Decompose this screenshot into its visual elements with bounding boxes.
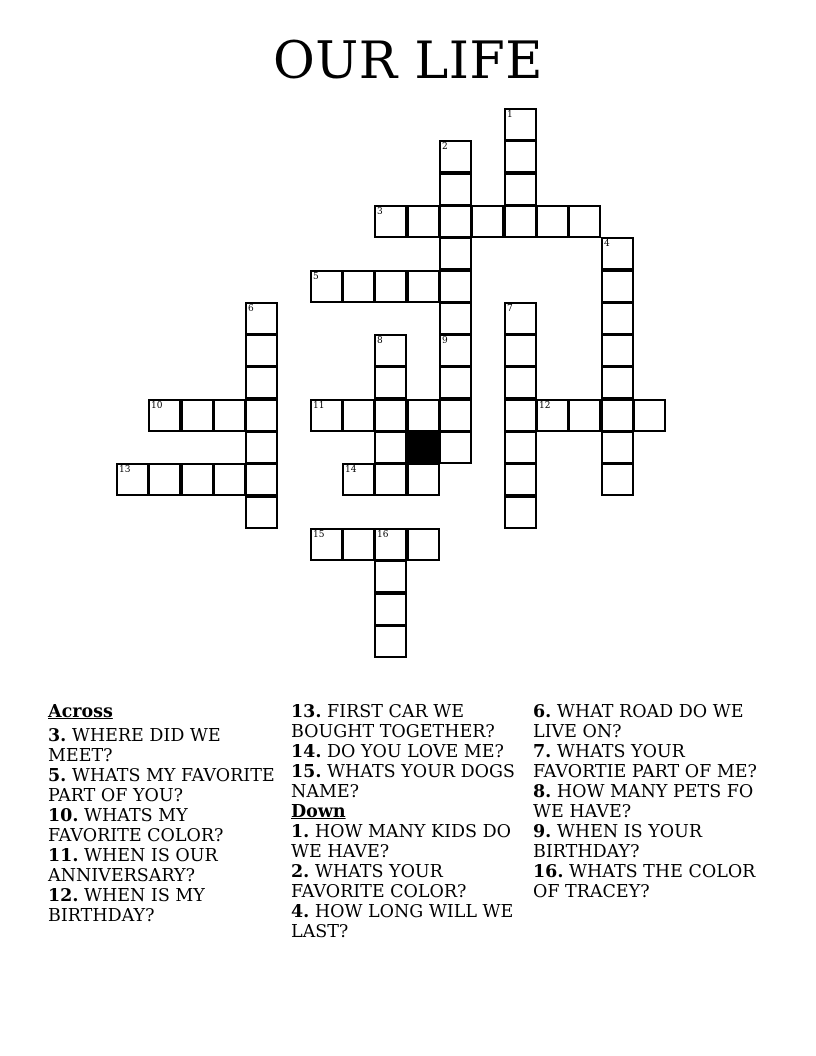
clue-item — [291, 762, 527, 802]
crossword-cell[interactable] — [245, 302, 278, 335]
cell-number: 6 — [248, 304, 254, 314]
crossword-cell[interactable] — [439, 205, 472, 238]
crossword-cell[interactable] — [374, 625, 407, 658]
crossword-cell[interactable] — [213, 463, 246, 496]
clue-item — [533, 862, 769, 902]
clue-item — [291, 822, 527, 862]
cell-number: 12 — [539, 401, 551, 411]
crossword-cell[interactable] — [504, 334, 537, 367]
clue-column-3 — [533, 702, 769, 902]
crossword-cell[interactable] — [245, 496, 278, 529]
clue-number: 8. — [533, 782, 552, 802]
cell-number: 8 — [377, 336, 383, 346]
crossword-cell[interactable] — [148, 399, 181, 432]
crossword-cell[interactable] — [439, 302, 472, 335]
crossword-cell[interactable] — [213, 399, 246, 432]
crossword-cell[interactable] — [504, 463, 537, 496]
crossword-cell[interactable] — [439, 270, 472, 303]
crossword-cell[interactable] — [568, 399, 601, 432]
cell-number: 1 — [507, 110, 513, 120]
clue-column-2 — [291, 702, 527, 942]
crossword-cell[interactable] — [407, 399, 440, 432]
clue-item — [48, 846, 284, 886]
crossword-cell[interactable] — [310, 399, 343, 432]
crossword-cell[interactable] — [148, 463, 181, 496]
clue-text: FIRST CAR WE BOUGHT TOGETHER? — [291, 702, 495, 742]
crossword-cell[interactable] — [601, 431, 634, 464]
cell-number: 16 — [377, 530, 389, 540]
crossword-cell[interactable] — [504, 302, 537, 335]
crossword-cell[interactable] — [601, 302, 634, 335]
clue-number: 6. — [533, 702, 552, 722]
crossword-cell[interactable] — [407, 205, 440, 238]
cell-number: 14 — [345, 465, 357, 475]
clue-text: WHERE DID WE MEET? — [48, 726, 221, 766]
crossword-cell[interactable] — [504, 431, 537, 464]
crossword-cell[interactable] — [439, 431, 472, 464]
clue-item — [533, 742, 769, 782]
clue-text: WHATS THE COLOR OF TRACEY? — [533, 862, 756, 902]
clue-number: 13. — [291, 702, 322, 722]
crossword-cell[interactable] — [601, 399, 634, 432]
crossword-cell[interactable] — [439, 399, 472, 432]
crossword-cell[interactable] — [374, 463, 407, 496]
crossword-cell[interactable] — [407, 463, 440, 496]
crossword-cell[interactable] — [116, 463, 149, 496]
cell-number: 4 — [604, 239, 610, 249]
crossword-cell[interactable] — [374, 399, 407, 432]
cell-number: 9 — [442, 336, 448, 346]
clue-item — [291, 702, 527, 742]
clue-text: DO YOU LOVE ME? — [327, 742, 504, 762]
clue-text: WHAT ROAD DO WE LIVE ON? — [533, 702, 744, 742]
cell-number: 2 — [442, 142, 448, 152]
cell-number: 10 — [151, 401, 163, 411]
cell-number: 3 — [377, 207, 383, 217]
cell-number: 15 — [313, 530, 325, 540]
crossword-cell[interactable] — [374, 431, 407, 464]
clue-number: 5. — [48, 766, 67, 786]
crossword-cell[interactable] — [310, 270, 343, 303]
crossword-cell[interactable] — [181, 399, 214, 432]
clue-number: 12. — [48, 886, 79, 906]
crossword-cell[interactable] — [504, 173, 537, 206]
clue-text: WHATS MY FAVORITE PART OF YOU? — [48, 766, 275, 806]
clue-text: WHATS YOUR FAVORTIE PART OF ME? — [533, 742, 757, 782]
clue-item — [533, 822, 769, 862]
clue-item — [48, 806, 284, 846]
clue-number: 15. — [291, 762, 322, 782]
clue-text: HOW LONG WILL WE LAST? — [291, 902, 514, 942]
crossword-cell[interactable] — [342, 463, 375, 496]
crossword-cell[interactable] — [342, 528, 375, 561]
crossword-cell[interactable] — [374, 366, 407, 399]
clue-text: WHATS YOUR DOGS NAME? — [291, 762, 515, 802]
crossword-cell[interactable] — [439, 173, 472, 206]
crossword-cell[interactable] — [504, 108, 537, 141]
crossword-cell[interactable] — [601, 270, 634, 303]
crossword-cell[interactable] — [504, 366, 537, 399]
crossword-cell[interactable] — [471, 205, 504, 238]
crossword-cell[interactable] — [568, 205, 601, 238]
down-heading: Down — [291, 802, 346, 822]
crossword-cell[interactable] — [181, 463, 214, 496]
crossword-cell[interactable] — [310, 528, 343, 561]
crossword-cell[interactable] — [342, 270, 375, 303]
clue-number: 3. — [48, 726, 67, 746]
crossword-cell[interactable] — [536, 399, 569, 432]
crossword-cell[interactable] — [601, 463, 634, 496]
crossword-cell[interactable] — [374, 270, 407, 303]
crossword-cell[interactable] — [245, 366, 278, 399]
crossword-cell[interactable] — [245, 463, 278, 496]
clue-number: 4. — [291, 902, 310, 922]
puzzle-title: OUR LIFE — [272, 32, 544, 91]
crossword-cell[interactable] — [601, 334, 634, 367]
crossword-cell[interactable] — [245, 399, 278, 432]
crossword-cell[interactable] — [439, 366, 472, 399]
clue-number: 7. — [533, 742, 552, 762]
crossword-cell[interactable] — [439, 237, 472, 270]
crossword-cell[interactable] — [245, 334, 278, 367]
cell-number: 7 — [507, 304, 513, 314]
crossword-cell[interactable] — [504, 140, 537, 173]
cell-number: 5 — [313, 272, 319, 282]
crossword-cell[interactable] — [374, 528, 407, 561]
crossword-cell[interactable] — [374, 334, 407, 367]
clue-item — [533, 702, 769, 742]
crossword-cell[interactable] — [374, 593, 407, 626]
crossword-cell[interactable] — [439, 334, 472, 367]
clue-number: 16. — [533, 862, 564, 882]
across-heading: Across — [48, 702, 113, 722]
clue-text: HOW MANY KIDS DO WE HAVE? — [291, 822, 511, 862]
crossword-cell[interactable] — [504, 496, 537, 529]
cell-number: 11 — [313, 401, 325, 411]
crossword-cell[interactable] — [374, 205, 407, 238]
crossword-cell[interactable] — [245, 431, 278, 464]
crossword-cell[interactable] — [407, 270, 440, 303]
crossword-cell[interactable] — [439, 140, 472, 173]
clue-number: 1. — [291, 822, 310, 842]
crossword-cell[interactable] — [407, 528, 440, 561]
clue-number: 14. — [291, 742, 322, 762]
clue-item — [48, 726, 284, 766]
crossword-cell[interactable] — [504, 399, 537, 432]
crossword-cell[interactable] — [342, 399, 375, 432]
clue-number: 2. — [291, 862, 310, 882]
clue-text: WHEN IS YOUR BIRTHDAY? — [533, 822, 703, 862]
crossword-cell[interactable] — [504, 205, 537, 238]
crossword-cell[interactable] — [633, 399, 666, 432]
black-square — [407, 431, 440, 464]
clue-text: WHEN IS OUR ANNIVERSARY? — [48, 846, 218, 886]
clue-text: WHATS YOUR FAVORITE COLOR? — [291, 862, 467, 902]
clue-item — [291, 862, 527, 902]
clue-item — [48, 766, 284, 806]
clue-column-1 — [48, 702, 284, 926]
crossword-cell[interactable] — [374, 560, 407, 593]
clue-item — [291, 742, 527, 762]
clue-number: 10. — [48, 806, 79, 826]
clue-number: 9. — [533, 822, 552, 842]
cell-number: 13 — [119, 465, 131, 475]
crossword-cell[interactable] — [601, 366, 634, 399]
clue-item — [291, 902, 527, 942]
clue-number: 11. — [48, 846, 79, 866]
clue-text: WHATS MY FAVORITE COLOR? — [48, 806, 224, 846]
crossword-cell[interactable] — [536, 205, 569, 238]
clue-item — [48, 886, 284, 926]
clue-text: WHEN IS MY BIRTHDAY? — [48, 886, 205, 926]
clue-text: HOW MANY PETS FO WE HAVE? — [533, 782, 754, 822]
clue-item — [533, 782, 769, 822]
crossword-cell[interactable] — [601, 237, 634, 270]
